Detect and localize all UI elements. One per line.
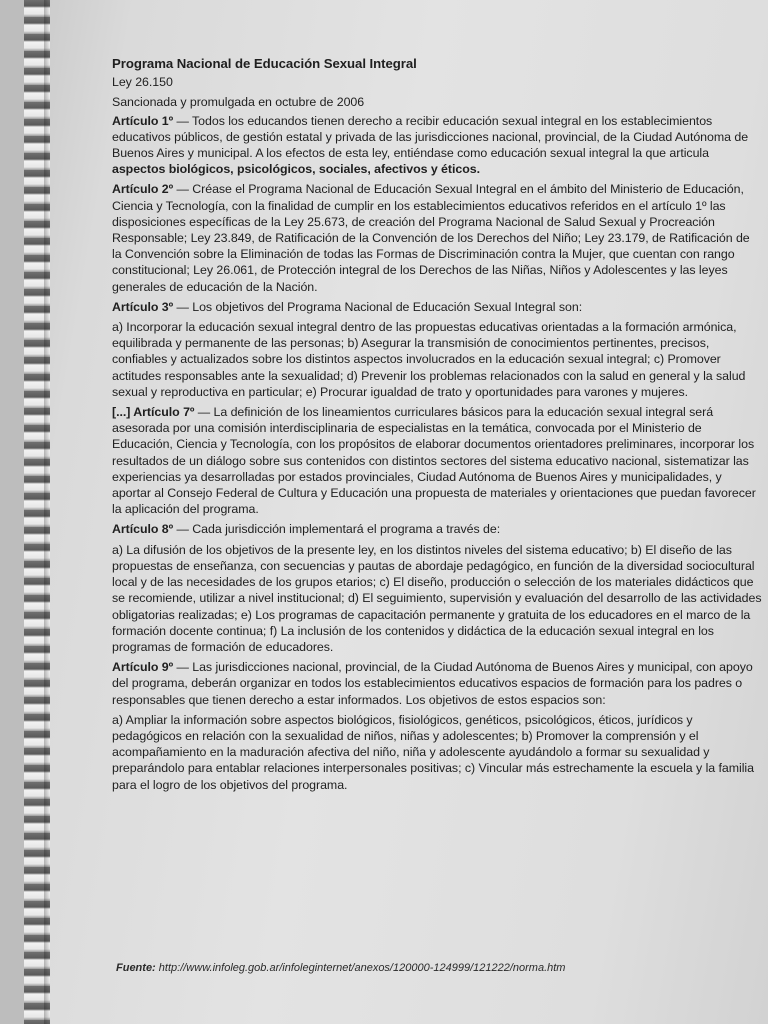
source-label: Fuente:: [116, 962, 156, 974]
article-text: — La definición de los lineamientos curriculares básicos para la educación sexual integral será asesorada por una comisión interdisciplinaria de especialistas en la temática, convocada por el Ministerio de Educación, Ciencia y Tecnología, con los propósitos de elaborar documentos orientadores preliminares, incorporar los resultados de un diálogo sobre sus contenidos con distintos sectores del sistema educativo nacional, sistematizar las experiencias ya desarrolladas por estados provinciales, Ciudad Autónoma de Buenos Aires y municipalidades, y aportar al Consejo Federal de Cultura y Educación una propuesta de materiales y orientaciones que puedan favorecer la aplicación del programa.: [112, 405, 756, 517]
article-label: Artículo 3º: [112, 299, 174, 314]
article-label: Artículo 1º: [112, 113, 174, 128]
article-text: — Los objetivos del Programa Nacional de Educación Sexual Integral son:: [173, 299, 583, 314]
article-label: Artículo 8º: [112, 522, 174, 537]
article-2: [112, 181, 762, 294]
article-emphasis: aspectos biológicos, psicológicos, sociales, afectivos y éticos.: [112, 162, 480, 177]
article-9-objectives: a) Ampliar la información sobre aspectos biológicos, fisiológicos, genéticos, psicológicos, éticos, jurídicos y pedagógicos en relación con la sexualidad de niños, niñas y adolescentes; b) Promover la comprensión y el acompañamiento en la maduración afectiva del niño, niña y adolescente ayudándolo a formar su sexualidad y preparándolo para entablar relaciones interpersonales positivas; c) Vincular más estrechamente la escuela y la familia para el logro de los objetivos del programa.: [112, 712, 754, 792]
law-number: Ley 26.150: [112, 75, 173, 90]
article-label: Artículo 2º: [112, 182, 174, 197]
source-citation: [116, 962, 565, 974]
spiral-binding: [24, 0, 50, 1024]
document-title: Programa Nacional de Educación Sexual Integral: [112, 56, 417, 71]
article-label: Artículo 9º: [112, 660, 174, 675]
document-page: [24, 0, 768, 1024]
article-text: — Cada jurisdicción implementará el programa a través de:: [173, 522, 501, 537]
document-body: [112, 56, 762, 797]
article-text: — Todos los educandos tienen derecho a recibir educación sexual integral en los establecimientos educativos públicos, de gestión estatal y privada de las jurisdicciones nacional, provincial, de la Ciudad Autónoma de Buenos Aires y municipal. A los efectos de esta ley, entiéndase como educación sexual integral la que articula: [112, 113, 749, 161]
article-3-objectives: a) Incorporar la educación sexual integral dentro de las propuestas educativas orientadas a la formación armónica, equilibrada y permanente de las personas; b) Asegurar la transmisión de conocimientos pertinentes, precisos, confiables y actualizados sobre los distintos aspectos involucrados en la educación sexual integral; c) Promover actitudes responsables ante la sexualidad; d) Prevenir los problemas relacionados con la salud en general y la salud sexual y reproductiva en particular; e) Procurar igualdad de trato y oportunidades para varones y mujeres.: [112, 320, 746, 399]
article-text: — Créase el Programa Nacional de Educación Sexual Integral en el ámbito del Ministerio de Educación, Ciencia y Tecnología, con la finalidad de cumplir en los establecimientos educativos referidos en el artículo 1º las disposiciones específicas de la Ley 25.673, de creación del Programa Nacional de Salud Sexual y Procreación Responsable; Ley 23.849, de Ratificación de la Convención de los Derechos del Niño; Ley 23.179, de Ratificación de la Convención sobre la Eliminación de todas las Formas de Discriminación contra la Mujer, que cuentan con rango constitucional; Ley 26.061, de Protección integral de los Derechos de las Niñas, Niños y Adolescentes y las leyes generales de educación de la Nación.: [112, 182, 750, 294]
article-3: [112, 299, 762, 315]
article-text: — Las jurisdicciones nacional, provincial, de la Ciudad Autónoma de Buenos Aires y municipal, con apoyo del programa, deberán organizar en todos los establecimientos educativos espacios de formación para los padres o responsables que tienen derecho a estar informados. Los objetivos de estos espacios son:: [112, 660, 753, 707]
article-7: [112, 404, 762, 517]
article-9: [112, 659, 762, 708]
source-url: http://www.infoleg.gob.ar/infoleginternet/anexos/120000-124999/121222/norma.htm: [155, 962, 566, 974]
article-8-items: a) La difusión de los objetivos de la presente ley, en los distintos niveles del sistema educativo; b) El diseño de las propuestas de enseñanza, con secuencias y pautas de abordaje pedagógico, en función de la diversidad sociocultural local y de las necesidades de los grupos etarios; c) El diseño, producción o selección de los materiales didácticos que se recomiende, utilizar a nivel institucional; d) El seguimiento, supervisión y evaluación del desarrollo de las actividades obligatorias realizadas; e) Los programas de capacitación permanente y gratuita de los educadores en el marco de la formación docente continua; f) La inclusión de los contenidos y didáctica de la educación sexual integral en los programas de formación de educadores.: [112, 542, 762, 654]
sanction-date: Sancionada y promulgada en octubre de 2006: [112, 95, 365, 110]
article-label: [...] Artículo 7º: [112, 405, 195, 420]
article-8: [112, 521, 762, 537]
article-1: [112, 113, 762, 178]
